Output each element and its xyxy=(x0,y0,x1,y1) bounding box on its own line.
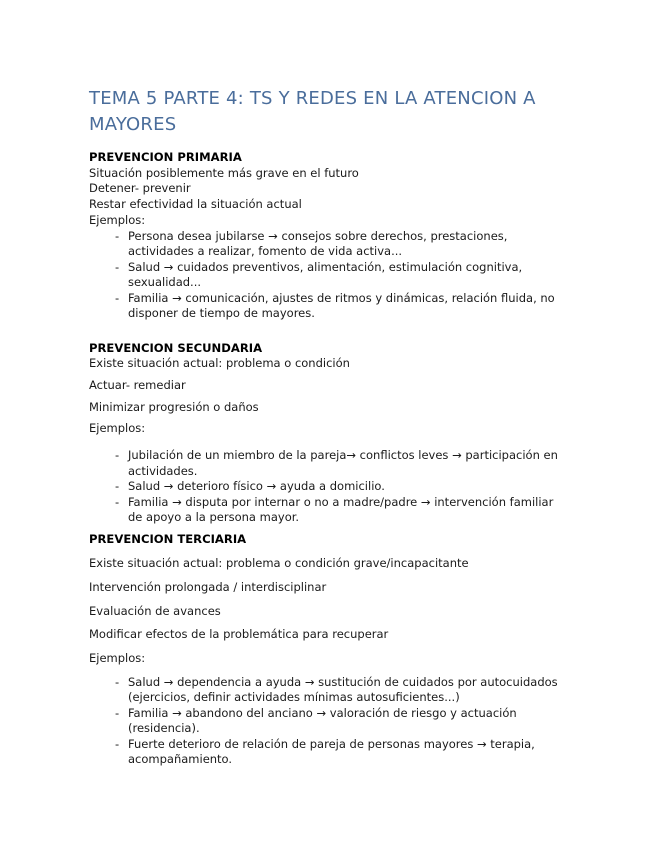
page-title: TEMA 5 PARTE 4: TS Y REDES EN LA ATENCION A MAYORES xyxy=(89,88,536,135)
list-item xyxy=(89,737,567,768)
list-item-text: Persona desea jubilarse → consejos sobre derechos, prestaciones, actividades a realizar, fomento de vida activa... xyxy=(128,228,508,259)
bullet-marker: - xyxy=(115,494,120,509)
list-item xyxy=(89,260,567,291)
list-item xyxy=(89,675,567,706)
section-heading: PREVENCION TERCIARIA xyxy=(89,531,247,546)
list-item-text: Salud → cuidados preventivos, alimentación, estimulación cognitiva, sexualidad... xyxy=(128,259,523,290)
list-item-text: Familia → comunicación, ajustes de ritmos y dinámicas, relación fluida, no disponer de tiempo de mayores. xyxy=(128,290,555,321)
paragraph: Minimizar progresión o daños xyxy=(89,399,259,414)
bullet-marker: - xyxy=(115,705,120,720)
paragraph: Ejemplos: xyxy=(89,421,146,436)
section-prevencion-primaria xyxy=(89,150,567,322)
section-prevencion-secundaria xyxy=(89,341,567,526)
section-prevencion-terciaria xyxy=(89,532,567,768)
paragraph: Situación posiblemente más grave en el futuro xyxy=(89,165,359,180)
bullet-marker: - xyxy=(115,448,120,463)
list-item-text: Familia → abandono del anciano → valoración de riesgo y actuación (residencia). xyxy=(128,705,517,736)
paragraph: Existe situación actual: problema o condición xyxy=(89,356,350,371)
list-item-text: Salud → deterioro físico → ayuda a domicilio. xyxy=(128,479,385,494)
list-item xyxy=(89,229,567,260)
bullet-marker: - xyxy=(115,259,120,274)
bullet-marker: - xyxy=(115,674,120,689)
paragraph: Actuar- remediar xyxy=(89,377,186,392)
list-item xyxy=(89,495,567,526)
paragraph: Existe situación actual: problema o condición grave/incapacitante xyxy=(89,556,469,571)
paragraph: Restar efectividad la situación actual xyxy=(89,197,302,212)
paragraph: Ejemplos: xyxy=(89,651,146,666)
list-item xyxy=(89,479,567,495)
section-heading: PREVENCION PRIMARIA xyxy=(89,150,242,164)
bullet-list xyxy=(89,448,567,526)
bullet-marker: - xyxy=(115,479,120,494)
bullet-list xyxy=(89,675,567,768)
paragraph: Modificar efectos de la problemática para recuperar xyxy=(89,627,389,642)
list-item-text: Fuerte deterioro de relación de pareja de personas mayores → terapia, acompañamiento. xyxy=(128,736,535,767)
paragraph: Intervención prolongada / interdisciplinar xyxy=(89,579,327,594)
bullet-marker: - xyxy=(115,228,120,243)
list-item xyxy=(89,448,567,479)
list-item-text: Familia → disputa por internar o no a madre/padre → intervención familiar de apoyo a la persona mayor. xyxy=(128,494,554,525)
list-item xyxy=(89,291,567,322)
list-item-text: Jubilación de un miembro de la pareja→ conflictos leves → participación en actividades. xyxy=(128,448,558,478)
section-heading: PREVENCION SECUNDARIA xyxy=(89,340,263,355)
paragraph: Detener- prevenir xyxy=(89,181,191,196)
paragraph: Evaluación de avances xyxy=(89,603,221,618)
bullet-marker: - xyxy=(115,736,120,751)
list-item xyxy=(89,706,567,737)
list-item-text: Salud → dependencia a ayuda → sustitución de cuidados por autocuidados (ejercicios, definir actividades mínimas autosuficientes...) xyxy=(128,674,558,705)
bullet-marker: - xyxy=(115,290,120,305)
paragraph: Ejemplos: xyxy=(89,212,146,227)
bullet-list xyxy=(89,229,567,322)
